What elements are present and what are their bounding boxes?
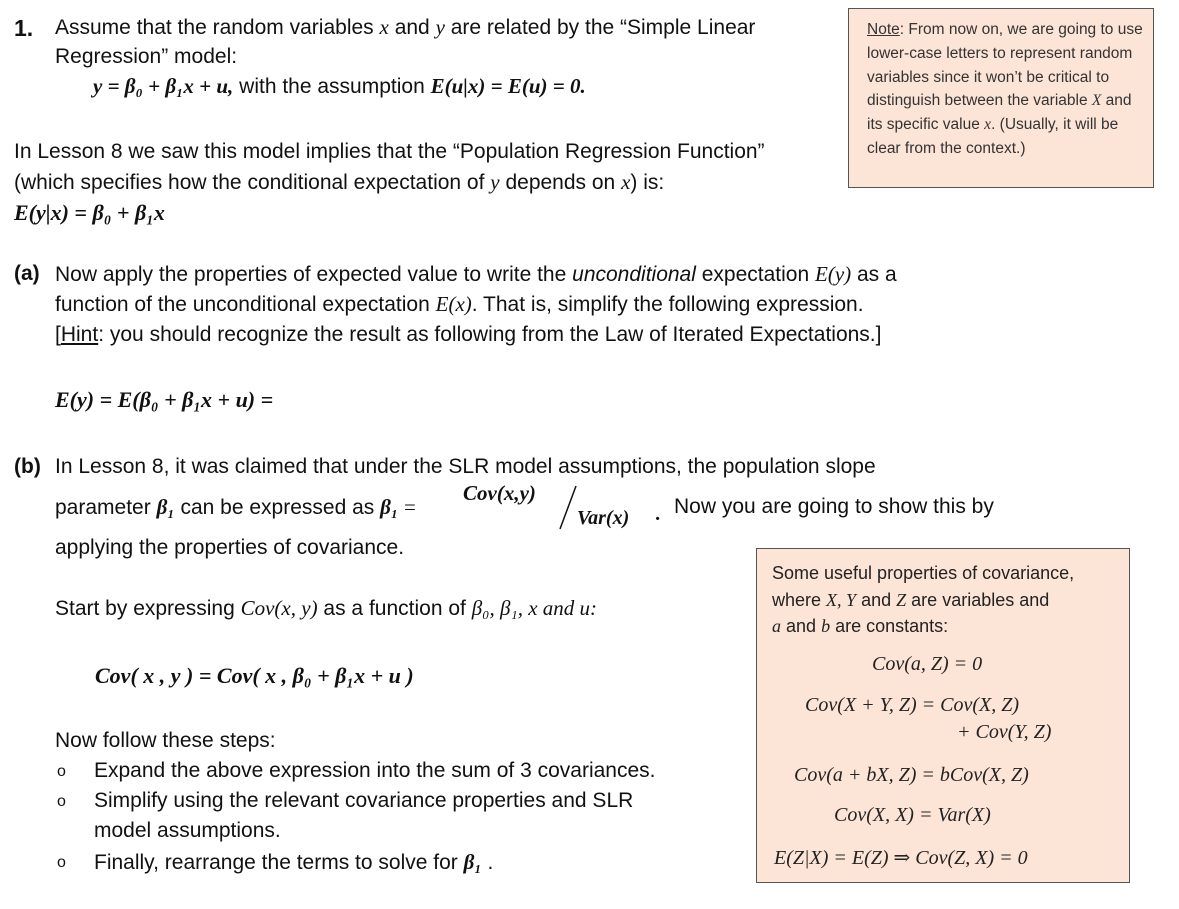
lesson-line2: (which specifies how the conditional expectation of y depends on x) is: (14, 170, 665, 194)
part-b-line1: In Lesson 8, it was claimed that under the SLR model assumptions, the population slope (55, 455, 876, 478)
covariance-properties-box (756, 548, 1130, 883)
property-cov-constant: Cov(a, Z) = 0 (872, 653, 983, 675)
note-text: Note: From now on, we are going to use lower-case letters to represent random variables since it won’t be critical to distinguish between the variable X and its specific value x. (Usually, it will be clear from the context.) (867, 21, 1143, 157)
property-cov-linear: Cov(a + bX, Z) = bCov(X, Z) (794, 764, 1029, 786)
bullet-icon: o (57, 763, 66, 780)
property-cov-sum-cont: + Cov(Y, Z) (957, 721, 1052, 743)
part-b-line3: applying the properties of covariance. (55, 536, 405, 559)
model-assumption: E(u|x) = E(u) = 0. (430, 74, 586, 98)
part-a-line2: function of the unconditional expectation E(x). That is, simplify the following expression. (55, 292, 864, 316)
lesson-line1: In Lesson 8 we saw this model implies that the “Population Regression Function” (14, 140, 765, 163)
part-a-label: (a) (14, 262, 40, 285)
part-b-line2: parameter β₁ can be expressed as β₁ = (55, 495, 416, 519)
part-a-line1: Now apply the properties of expected value to write the unconditional expectation E(y) as a (55, 262, 897, 286)
part-a-equation: E(y) = E(β₀ + β₁x + u) = (55, 387, 274, 412)
bullet-icon: o (57, 854, 66, 871)
bullet-icon: o (57, 793, 66, 810)
properties-intro: Some useful properties of covariance, where X, Y and Z are variables and a and b are constants: (772, 563, 1075, 636)
step-2-continued: model assumptions. (94, 819, 281, 842)
fraction-numerator: Cov(x,y) (463, 481, 536, 505)
part-b-label: (b) (14, 455, 41, 478)
step-3: Finally, rearrange the terms to solve for β₁ . (94, 850, 494, 874)
q1-line1: Assume that the random variables x and y are related by the “Simple Linear (55, 15, 756, 39)
covariance-equation: Cov( x , y ) = Cov( x , β₀ + β₁x + u ) (95, 663, 414, 688)
fraction-denominator: Var(x) (577, 507, 630, 529)
property-mean-independence: E(Z|X) = E(Z) ⇒ Cov(Z, X) = 0 (774, 847, 1028, 869)
step-2: Simplify using the relevant covariance properties and SLR (94, 789, 634, 812)
model-equation: y = β₀ + β₁x + u, (93, 74, 234, 98)
note-box (848, 8, 1154, 188)
start-line: Start by expressing Cov(x, y) as a function of β₀, β₁, x and u: (55, 596, 598, 620)
q1-line2: Regression” model: (55, 45, 238, 68)
step-1: Expand the above expression into the sum of 3 covariances. (94, 759, 656, 782)
fraction-dot: · (655, 508, 660, 530)
question-number: 1. (14, 15, 34, 41)
part-a-hint: [Hint: you should recognize the result as following from the Law of Iterated Expectations.] (55, 323, 882, 346)
steps-intro: Now follow these steps: (55, 729, 276, 752)
part-b-line2-tail: Now you are going to show this by (674, 495, 994, 518)
model-equation-line: y = β₀ + β₁x + u, with the assumption E(u|x) = E(u) = 0. (93, 74, 586, 98)
property-cov-variance: Cov(X, X) = Var(X) (834, 804, 991, 826)
property-cov-sum: Cov(X + Y, Z) = Cov(X, Z) (805, 694, 1020, 716)
population-regression-function: E(y|x) = β₀ + β₁x (14, 200, 165, 225)
